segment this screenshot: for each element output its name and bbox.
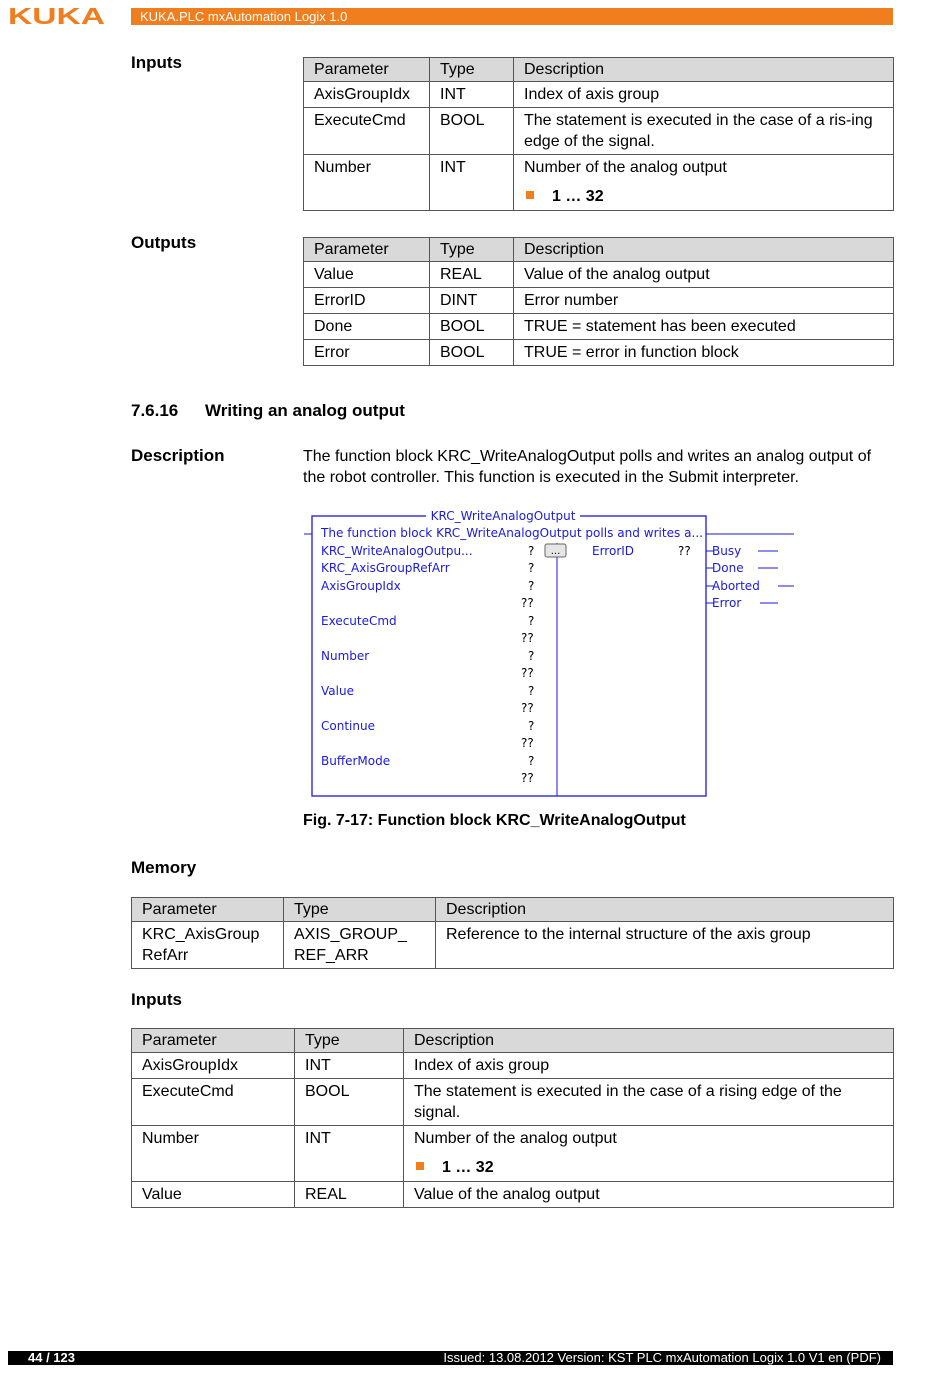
col-header: Parameter (304, 58, 430, 82)
doc-title: KUKA.PLC mxAutomation Logix 1.0 (140, 9, 348, 24)
range-bullet (414, 1157, 883, 1178)
outputs-table (303, 237, 894, 366)
range-bullet (524, 186, 883, 207)
cell-desc: Value of the analog output (514, 262, 894, 288)
fb-input-label: Number (321, 649, 370, 663)
cell-param: ErrorID (304, 288, 430, 314)
table-row (304, 155, 894, 211)
bottom-inputs-table (131, 1028, 894, 1208)
col-header: Type (284, 898, 436, 922)
fb-input-value: ?? (521, 631, 534, 645)
cell-desc: The statement is executed in the case of a rising edge of the signal. (404, 1079, 894, 1126)
cell-type: INT (430, 82, 514, 108)
fb-title: KRC_WriteAnalogOutput (430, 509, 576, 523)
fb-errorid-label: ErrorID (592, 544, 635, 558)
table-header-row (132, 1029, 894, 1053)
memory-table (131, 897, 894, 969)
cell-param: Value (304, 262, 430, 288)
cell-desc: Index of axis group (514, 82, 894, 108)
fb-input-value: ? (528, 561, 535, 575)
col-header: Type (430, 58, 514, 82)
fb-input-value: ? (528, 614, 535, 628)
cell-type: REAL (430, 262, 514, 288)
cell-param: AxisGroupIdx (304, 82, 430, 108)
cell-type: BOOL (430, 314, 514, 340)
fb-input-label: BufferMode (321, 754, 391, 768)
fb-banner: The function block KRC_WriteAnalogOutput polls and writes a... (319, 526, 703, 540)
cell-param: ExecuteCmd (132, 1079, 295, 1126)
fb-input-value: ? (528, 684, 535, 698)
col-header: Type (430, 238, 514, 262)
fb-input-label: KRC_AxisGroupRefArr (321, 561, 450, 575)
description-label: Description (131, 446, 225, 465)
inputs-label-2: Inputs (131, 990, 182, 1009)
fb-output-busy: Busy (712, 544, 742, 558)
issued-info: Issued: 13.08.2012 Version: KST PLC mxAutomation Logix 1.0 V1 en (PDF) (443, 1350, 881, 1365)
cell-type: DINT (430, 288, 514, 314)
fb-input-value: ? (528, 719, 535, 733)
cell-type: INT (295, 1126, 404, 1182)
fb-output-error: Error (712, 596, 742, 610)
cell-desc: Error number (514, 288, 894, 314)
fb-input-value: ? (528, 754, 535, 768)
cell-type-line: AXIS_GROUP_ (294, 926, 407, 943)
cell-type: INT (430, 155, 514, 211)
cell-type: INT (295, 1053, 404, 1079)
top-inputs-table (303, 57, 894, 211)
table-header-row (132, 898, 894, 922)
table-row (132, 1126, 894, 1182)
table-row (304, 340, 894, 366)
range-text: 1 … 32 (442, 1159, 494, 1176)
table-header-row (304, 238, 894, 262)
cell-type-line: REF_ARR (294, 947, 369, 964)
cell-desc-text: Number of the analog output (524, 159, 727, 176)
svg-text:KUKA: KUKA (8, 4, 105, 28)
cell-desc: The statement is executed in the case of a ris-ing edge of the signal. (514, 108, 894, 155)
cell-param: ExecuteCmd (304, 108, 430, 155)
table-row (304, 108, 894, 155)
cell-desc (404, 1126, 894, 1182)
cell-param: Number (304, 155, 430, 211)
fb-input-label: KRC_WriteAnalogOutpu... (321, 544, 473, 558)
browse-button-label[interactable]: ... (550, 546, 561, 557)
cell-param: Number (132, 1126, 295, 1182)
range-text: 1 … 32 (552, 188, 604, 205)
table-row (304, 288, 894, 314)
cell-desc: Reference to the internal structure of the axis group (436, 922, 894, 969)
fb-input-label: AxisGroupIdx (321, 579, 401, 593)
outputs-label: Outputs (131, 233, 197, 252)
memory-label: Memory (131, 858, 197, 877)
section-title: Writing an analog output (205, 401, 405, 420)
table-row (304, 314, 894, 340)
cell-type: REAL (295, 1182, 404, 1208)
cell-param: AxisGroupIdx (132, 1053, 295, 1079)
cell-desc-text: Number of the analog output (414, 1130, 617, 1147)
fb-input-value: ?? (521, 666, 534, 680)
fb-output-done: Done (712, 561, 744, 575)
page-number: 44 / 123 (28, 1350, 75, 1365)
col-header: Description (514, 238, 894, 262)
kuka-logo (8, 4, 106, 28)
cell-type (284, 922, 436, 969)
fb-input-label: Value (321, 684, 354, 698)
fb-errorid-value: ?? (678, 544, 691, 558)
footer-bar (8, 1351, 893, 1365)
square-bullet-icon (526, 191, 534, 199)
col-header: Description (436, 898, 894, 922)
header-bar (131, 8, 893, 25)
cell-type: BOOL (295, 1079, 404, 1126)
inputs-label: Inputs (131, 53, 182, 72)
fb-input-value: ?? (521, 596, 534, 610)
cell-param-line: KRC_AxisGroup (142, 926, 260, 943)
cell-desc (514, 155, 894, 211)
cell-desc: Value of the analog output (404, 1182, 894, 1208)
fb-input-label: Continue (321, 719, 375, 733)
col-header: Type (295, 1029, 404, 1053)
fb-input-label: ExecuteCmd (321, 614, 397, 628)
cell-type: BOOL (430, 108, 514, 155)
col-header: Parameter (132, 898, 284, 922)
col-header: Parameter (132, 1029, 295, 1053)
table-row (304, 262, 894, 288)
fb-input-value: ?? (521, 736, 534, 750)
fb-input-value: ?? (521, 771, 534, 785)
function-block-diagram (302, 506, 802, 802)
fb-input-value: ? (528, 649, 535, 663)
col-header: Description (514, 58, 894, 82)
cell-desc: TRUE = statement has been executed (514, 314, 894, 340)
browse-button[interactable] (545, 544, 566, 557)
figure-caption: Fig. 7-17: Function block KRC_WriteAnalogOutput (303, 812, 686, 829)
cell-desc: Index of axis group (404, 1053, 894, 1079)
table-row (132, 1053, 894, 1079)
fb-input-value: ? (528, 544, 535, 558)
fb-output-aborted: Aborted (712, 579, 760, 593)
table-row (132, 1079, 894, 1126)
cell-param: Error (304, 340, 430, 366)
table-row (132, 1182, 894, 1208)
cell-param (132, 922, 284, 969)
section-number: 7.6.16 (131, 401, 179, 420)
cell-param: Value (132, 1182, 295, 1208)
col-header: Description (404, 1029, 894, 1053)
square-bullet-icon (416, 1162, 424, 1170)
cell-desc: TRUE = error in function block (514, 340, 894, 366)
description-text: The function block KRC_WriteAnalogOutput polls and writes an analog output of the robot controller. This function is executed in the Submit interpreter. (303, 448, 872, 486)
table-header-row (304, 58, 894, 82)
table-row (304, 82, 894, 108)
fb-input-value: ? (528, 579, 535, 593)
col-header: Parameter (304, 238, 430, 262)
cell-type: BOOL (430, 340, 514, 366)
cell-param-line: RefArr (142, 947, 189, 964)
table-row (132, 922, 894, 969)
fb-input-value: ?? (521, 701, 534, 715)
cell-param: Done (304, 314, 430, 340)
